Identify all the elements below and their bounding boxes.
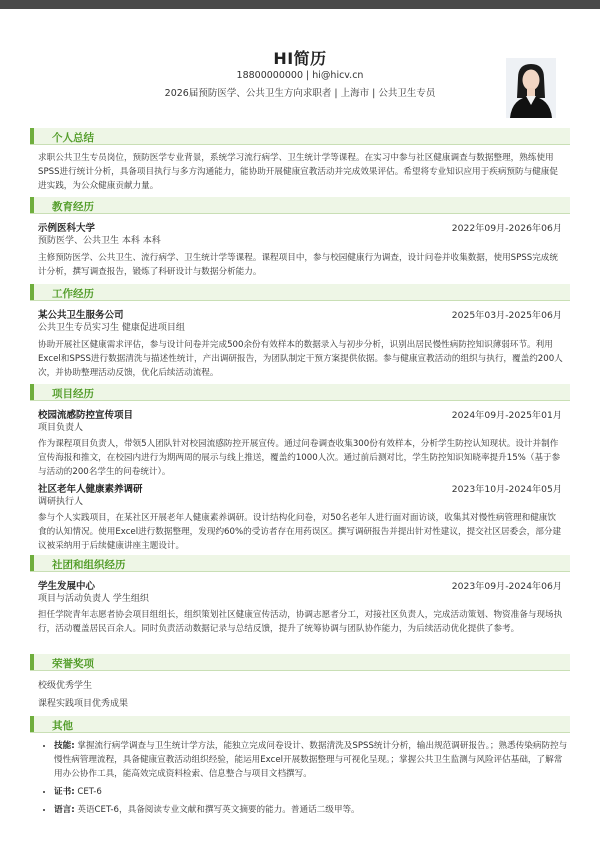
section-divider bbox=[30, 670, 570, 671]
resume-name: HI简历 bbox=[273, 49, 327, 68]
language-item bbox=[54, 803, 570, 817]
section-work bbox=[30, 284, 570, 380]
section-awards bbox=[30, 654, 570, 713]
section-title: 项目经历 bbox=[52, 388, 94, 400]
item-label: 语言: bbox=[54, 805, 75, 815]
top-stripe bbox=[0, 0, 600, 9]
entry-date: 2025年03月-2025年06月 bbox=[451, 310, 562, 321]
project-name: 社区老年人健康素养调研 bbox=[38, 484, 143, 495]
section-divider bbox=[30, 571, 570, 572]
entry-subtitle: 调研执行人 bbox=[38, 497, 84, 507]
section-accent bbox=[30, 555, 34, 572]
skills-item bbox=[54, 739, 570, 781]
section-projects bbox=[30, 384, 570, 553]
section-accent bbox=[30, 128, 34, 145]
entry-header bbox=[30, 405, 570, 421]
entry-description: 担任学院青年志愿者协会项目组组长，组织策划社区健康宣传活动，协调志愿者分工，对接社区负责人，完成活动策划、物资准备与现场执行，活动覆盖居民百余人。同时负责活动数据记录与总结反馈，提升了统筹协调与团队协作能力，为后续活动优化提供了参考。 bbox=[38, 610, 563, 634]
entry-date: 2023年09月-2024年06月 bbox=[451, 581, 562, 592]
section-bar bbox=[30, 716, 570, 733]
section-title: 其他 bbox=[52, 720, 73, 732]
section-accent bbox=[30, 284, 34, 301]
school-name: 示例医科大学 bbox=[38, 223, 96, 234]
section-divider bbox=[30, 213, 570, 214]
profile-photo bbox=[506, 58, 556, 118]
entry-subtitle: 项目负责人 bbox=[38, 423, 84, 433]
item-text: 掌握流行病学调查与卫生统计学方法，能独立完成问卷设计、数据清洗及SPSS统计分析，输出规范调研报告。；熟悉传染病防控与慢性病管理流程，具备健康宣教活动组织经验，能运用Excel开展数据整理与可视化呈现。；掌握公共卫生监测与风险评估基础，了解常用办公协作工具，能高效完成资料检索、信息整合与项目文档撰写。 bbox=[54, 741, 568, 779]
section-accent bbox=[30, 384, 34, 401]
section-header bbox=[30, 654, 570, 671]
section-divider bbox=[30, 400, 570, 401]
section-other bbox=[30, 716, 570, 817]
organization-name: 学生发展中心 bbox=[38, 581, 96, 592]
section-divider bbox=[30, 144, 570, 145]
section-bar bbox=[30, 128, 570, 145]
item-label: 技能: bbox=[54, 741, 75, 751]
contact-info: 18800000000 | hi@hicv.cn bbox=[236, 70, 364, 81]
entry-header bbox=[30, 576, 570, 592]
section-education bbox=[30, 197, 570, 279]
entry-date: 2022年09月-2026年06月 bbox=[451, 223, 562, 234]
entry-subtitle: 预防医学、公共卫生 本科 本科 bbox=[38, 236, 161, 246]
section-header bbox=[30, 384, 570, 401]
section-title: 社团和组织经历 bbox=[52, 559, 126, 571]
entry-description: 作为课程项目负责人，带领5人团队针对校园流感防控开展宣传。通过问卷调查收集300份有效样本，分析学生防控认知现状。设计并制作宣传海报和推文，在校园内进行为期两周的展示与线上推送，覆盖约1000人次。通过前后测对比，学生防控知识知晓率提升15%（基于参与活动的200名学生的问卷统计）。 bbox=[38, 439, 561, 477]
section-title: 荣誉奖项 bbox=[52, 658, 94, 670]
award-item: 课程实践项目优秀成果 bbox=[38, 699, 129, 709]
section-header bbox=[30, 197, 570, 214]
entry-description: 参与个人实践项目，在某社区开展老年人健康素养调研。设计结构化问卷，对50名老年人进行面对面访谈，收集其对慢性病管理和健康饮食的认知情况。使用Excel进行数据整理，发现约60%的受访者存在用药误区。撰写调研报告并提出针对性建议，提交社区居委会，部分建议被采纳用于后续健康讲座主题设计。 bbox=[38, 513, 562, 551]
summary-text: 求职公共卫生专员岗位，预防医学专业背景，系统学习流行病学、卫生统计学等课程。在实习中参与社区健康调查与数据整理，熟练使用SPSS进行统计分析，具备项目执行与多方沟通能力，能协助开展健康宣教活动并完成效果评估。希望将专业知识应用于疾病预防与健康促进实践，为公众健康贡献力量。 bbox=[38, 153, 558, 191]
section-title: 教育经历 bbox=[52, 201, 94, 213]
section-bar bbox=[30, 284, 570, 301]
entry-subtitle: 项目与活动负责人 学生组织 bbox=[38, 594, 149, 604]
section-bar bbox=[30, 384, 570, 401]
entry-description: 协助开展社区健康需求评估，参与设计问卷并完成500余份有效样本的数据录入与初步分析，识别出居民慢性病防控知识薄弱环节。利用Excel和SPSS进行数据清洗与描述性统计，产出调研报告，为团队制定干预方案提供依据。参与健康宣教活动的组织与执行，覆盖约200人次，并协助整理活动反馈，优化后续活动流程。 bbox=[38, 340, 563, 378]
section-accent bbox=[30, 716, 34, 733]
entry-header bbox=[30, 479, 570, 495]
section-divider bbox=[30, 300, 570, 301]
section-campus bbox=[30, 555, 570, 636]
section-title: 工作经历 bbox=[52, 288, 94, 300]
project-name: 校园流感防控宣传项目 bbox=[38, 410, 134, 421]
award-item: 校级优秀学生 bbox=[38, 681, 93, 691]
section-bar bbox=[30, 197, 570, 214]
entry-date: 2023年10月-2024年05月 bbox=[451, 484, 562, 495]
section-header bbox=[30, 716, 570, 733]
section-header bbox=[30, 128, 570, 145]
section-summary bbox=[30, 128, 570, 193]
section-header bbox=[30, 284, 570, 301]
item-text: CET-6 bbox=[77, 787, 102, 797]
section-divider bbox=[30, 732, 570, 733]
section-accent bbox=[30, 654, 34, 671]
company-name: 某公共卫生服务公司 bbox=[38, 310, 124, 321]
section-accent bbox=[30, 197, 34, 214]
section-header bbox=[30, 555, 570, 572]
entry-description: 主修预防医学、公共卫生、流行病学、卫生统计学等课程。课程项目中，参与校园健康行为调查，设计问卷并收集数据，使用SPSS完成统计分析，撰写调查报告，锻炼了科研设计与数据分析能力。 bbox=[38, 253, 558, 277]
job-intent: 2026届预防医学、公共卫生方向求职者 | 上海市 | 公共卫生专员 bbox=[164, 88, 436, 99]
item-text: 英语CET-6，具备阅读专业文献和撰写英文摘要的能力。普通话二级甲等。 bbox=[77, 805, 360, 815]
section-title: 个人总结 bbox=[52, 132, 94, 144]
entry-header bbox=[30, 218, 570, 234]
item-label: 证书: bbox=[54, 787, 75, 797]
entry-subtitle: 公共卫生专员实习生 健康促进项目组 bbox=[38, 323, 185, 333]
entry-date: 2024年09月-2025年01月 bbox=[451, 410, 562, 421]
entry-header bbox=[30, 305, 570, 321]
section-bar bbox=[30, 654, 570, 671]
certificate-item bbox=[54, 785, 570, 799]
